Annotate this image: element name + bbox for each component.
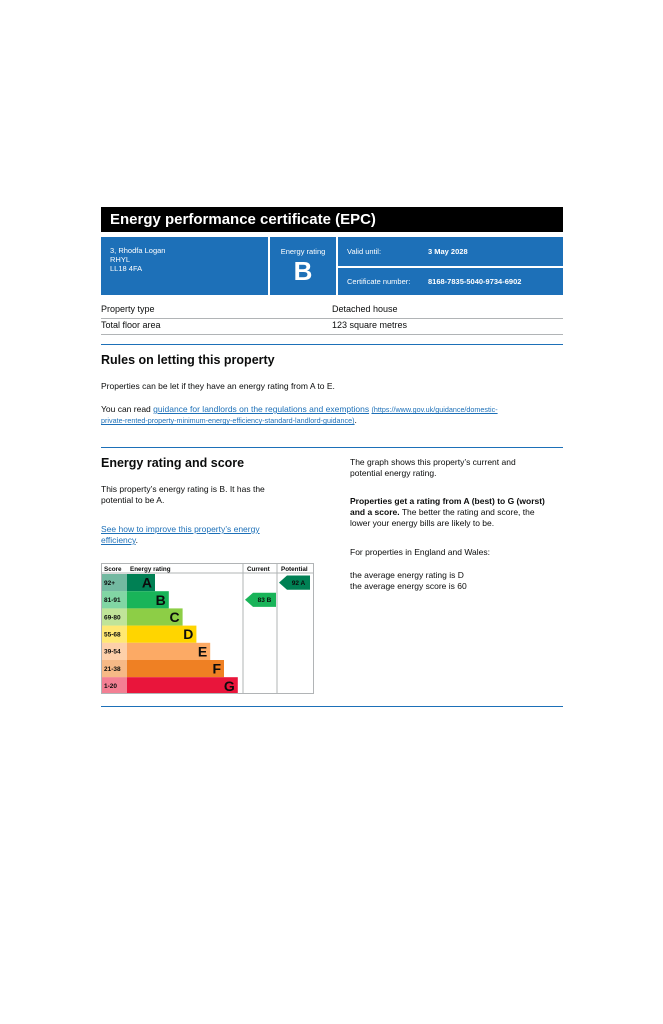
section-divider	[101, 706, 563, 707]
address-line-1: 3, Rhodfa Logan	[110, 246, 166, 255]
guidance-link[interactable]: guidance for landlords on the regulations and exemptions	[153, 404, 370, 414]
guidance-suffix: .	[354, 415, 357, 425]
address-box	[101, 237, 268, 295]
floor-area-value: 123 square metres	[332, 320, 408, 330]
average-rating-line: the average energy rating is D	[350, 570, 464, 580]
chart-header-potential: Potential	[281, 566, 308, 573]
certificate-number-value: 8168-7835-5040-9734-6902	[428, 277, 522, 286]
band-letter: A	[141, 574, 152, 591]
band-score-label: 92+	[104, 579, 116, 587]
energy-rating-label: Energy rating	[280, 247, 326, 256]
valid-until-label: Valid until:	[347, 247, 382, 256]
band-score-label: 69-80	[104, 614, 121, 622]
property-type-row	[101, 302, 563, 319]
chart-header-score: Score	[104, 566, 122, 573]
letting-guidance-paragraph	[101, 404, 563, 426]
average-rating-text	[350, 570, 467, 592]
band-score-label: 55-68	[104, 631, 121, 639]
energy-rating-box	[270, 237, 336, 295]
improve-link-2[interactable]: efficiency	[101, 535, 136, 545]
graph-description	[350, 457, 516, 479]
current-rating-label: 83 B	[257, 597, 272, 605]
floor-area-label: Total floor area	[101, 320, 161, 330]
letting-paragraph: Properties can be let if they have an energy rating from A to E.	[101, 381, 335, 391]
band-letter: F	[212, 660, 221, 677]
page-title: Energy performance certificate (EPC)	[101, 207, 563, 232]
certificate-number-label: Certificate number:	[347, 277, 411, 286]
improve-link-1[interactable]: See how to improve this property’s energy	[101, 524, 260, 534]
energy-rating-chart	[101, 563, 314, 694]
guidance-prefix: You can read	[101, 404, 154, 414]
improve-paragraph	[101, 524, 260, 546]
band-score-label: 81-91	[104, 597, 121, 605]
graph-description-line-2: potential energy rating.	[350, 468, 437, 478]
england-wales-text: For properties in England and Wales:	[350, 547, 491, 557]
section-divider	[101, 344, 563, 345]
band-letter: C	[169, 609, 180, 625]
average-score-line: the average energy score is 60	[350, 581, 467, 591]
property-type-value: Detached house	[332, 304, 398, 314]
score-paragraph	[101, 484, 265, 506]
address-line-3: LL18 4FA	[110, 264, 143, 273]
band-bar	[127, 660, 224, 677]
energy-rating-value: B	[293, 256, 313, 286]
chart-header-current: Current	[247, 566, 270, 573]
band-letter: G	[223, 677, 235, 693]
band-score-label: 39-54	[104, 648, 121, 656]
valid-until-value: 3 May 2028	[428, 247, 468, 256]
band-letter: B	[155, 591, 166, 608]
improve-suffix: .	[135, 535, 139, 545]
guidance-url-link-2[interactable]: private-rented-property-minimum-energy-efficiency-standard-landlord-guidance)	[101, 416, 355, 425]
rating-explanation-bold-2: and a score.	[350, 507, 400, 517]
score-paragraph-line-1: This property’s energy rating is B. It has the	[101, 484, 265, 494]
rating-explanation-bold-1: Properties get a rating from A (best) to G (worst)	[350, 496, 545, 506]
score-paragraph-line-2: potential to be A.	[101, 495, 165, 505]
section-divider	[101, 447, 563, 448]
band-letter: D	[183, 626, 194, 643]
graph-description-line-1: The graph shows this property’s current and	[350, 457, 516, 467]
rating-explanation-rest-2: lower your energy bills are likely to be.	[350, 518, 495, 528]
letting-heading: Rules on letting this property	[101, 353, 275, 367]
potential-rating-label: 92 A	[291, 579, 306, 587]
certificate-number-box	[338, 268, 563, 295]
band-score-label: 1-20	[104, 683, 118, 691]
band-letter: E	[197, 643, 208, 660]
rating-explanation	[350, 496, 545, 529]
guidance-url-link-1[interactable]: (https://www.gov.uk/guidance/domestic-	[371, 405, 498, 414]
score-heading: Energy rating and score	[101, 456, 245, 470]
floor-area-row	[101, 318, 563, 335]
valid-until-box	[338, 237, 563, 266]
chart-header-rating: Energy rating	[130, 566, 171, 573]
address-line-2: RHYL	[110, 255, 131, 264]
band-score-label: 21-38	[104, 665, 121, 673]
band-bar	[127, 677, 238, 693]
property-type-label: Property type	[101, 304, 155, 314]
energy-rating-chart-svg	[102, 564, 313, 693]
rating-explanation-rest-1: The better the rating and score, the	[399, 507, 535, 517]
